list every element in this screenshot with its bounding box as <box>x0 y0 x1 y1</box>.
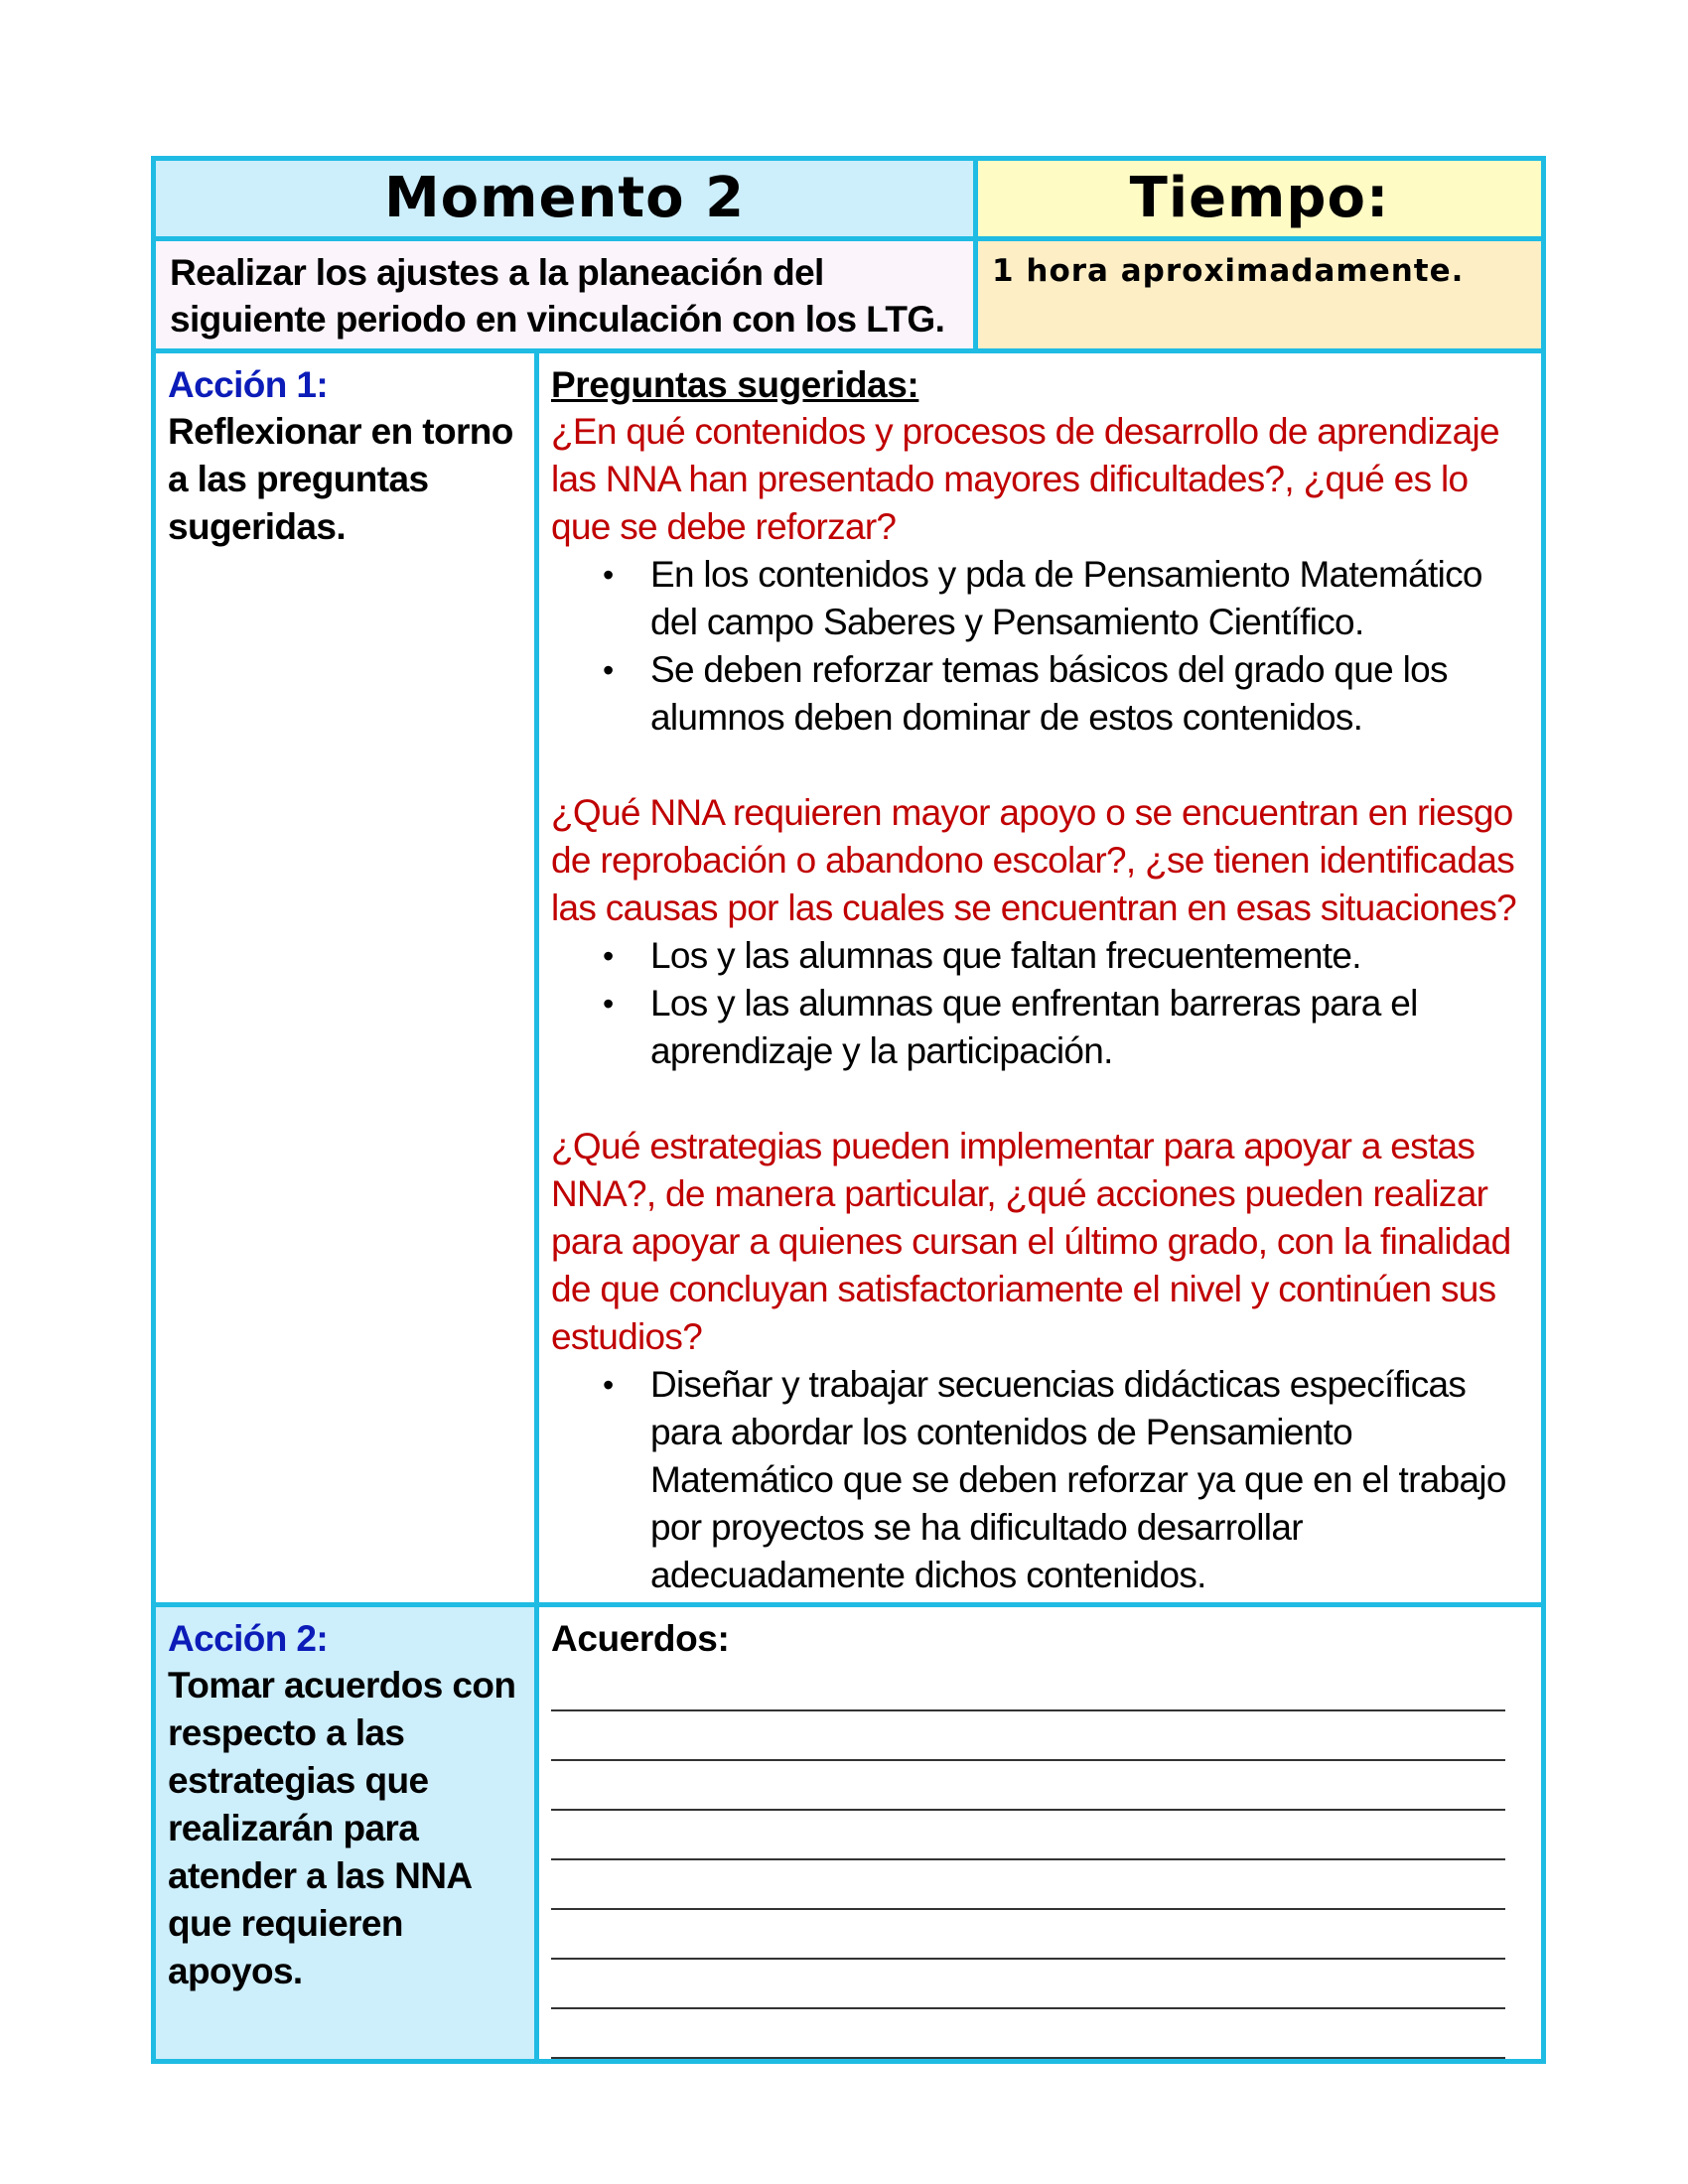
accion2-description: Tomar acuerdos con respecto a las estrategias que realizarán para atender a las NNA que requieren apoyos. <box>168 1665 516 1991</box>
question-1: ¿En qué contenidos y procesos de desarrollo de aprendizaje las NNA han presentado mayores dificultades?, ¿qué es lo que se debe reforzar? <box>551 411 1499 547</box>
writing-line <box>551 1761 1505 1811</box>
purpose-row <box>154 239 1544 351</box>
preguntas-heading: Preguntas sugeridas: <box>551 364 919 405</box>
writing-line <box>551 1860 1505 1910</box>
writing-line <box>551 1960 1505 2009</box>
answer-list-2 <box>551 932 1529 1075</box>
accion2-right-cell <box>537 1605 1544 2062</box>
list-item: • Diseñar y trabajar secuencias didácticas específicas para abordar los contenidos de Pensamiento Matemático que se deben reforzar ya que en el trabajo por proyectos se ha dificultado desarrollar adecuadamente dichos contenidos. <box>650 1361 1529 1599</box>
question-3: ¿Qué estrategias pueden implementar para apoyar a estas NNA?, de manera particular, ¿qué acciones pueden realizar para apoyar a quienes cursan el último grado, con la finalidad de que concluyan satisfactoriamente el nivel y continúen sus estudios? <box>551 1126 1511 1357</box>
writing-line <box>551 1910 1505 1960</box>
answer-list-3 <box>551 1361 1529 1599</box>
accion1-description: Reflexionar en torno a las preguntas sugeridas. <box>168 411 513 547</box>
purpose-cell <box>154 239 976 351</box>
accion2-left-cell <box>154 1605 537 2062</box>
acuerdos-heading: Acuerdos: <box>551 1618 730 1659</box>
spacer <box>551 1075 1529 1123</box>
answer-list-1 <box>551 551 1529 742</box>
accion1-row <box>154 351 1544 1605</box>
accion1-right-cell <box>537 351 1544 1605</box>
moment-header-cell <box>154 159 976 239</box>
list-item: • En los contenidos y pda de Pensamiento Matemático del campo Saberes y Pensamiento Científico. <box>650 551 1529 646</box>
accion1-left-cell <box>154 351 537 1605</box>
purpose-text: Realizar los ajustes a la planeación del siguiente periodo en vinculación con los LTG. <box>170 252 945 340</box>
writing-line <box>551 1662 1505 1711</box>
duration-cell <box>976 239 1544 351</box>
writing-line <box>551 2009 1505 2059</box>
list-item: • Se deben reforzar temas básicos del grado que los alumnos deben dominar de estos contenidos. <box>650 646 1529 742</box>
list-item: • Los y las alumnas que enfrentan barreras para el aprendizaje y la participación. <box>650 980 1529 1075</box>
accion1-title: Acción 1: <box>168 364 329 405</box>
accion2-row <box>154 1605 1544 2062</box>
list-item: • Los y las alumnas que faltan frecuentemente. <box>650 932 1529 980</box>
writing-line <box>551 1811 1505 1860</box>
moment-title: Momento 2 <box>383 166 746 230</box>
accion2-title: Acción 2: <box>168 1618 329 1659</box>
writing-line <box>551 1711 1505 1761</box>
duration-text: 1 hora aproximadamente. <box>992 253 1465 289</box>
spacer <box>551 742 1529 789</box>
header-row <box>154 159 1544 239</box>
question-2: ¿Qué NNA requieren mayor apoyo o se encuentran en riesgo de reprobación o abandono escolar?, ¿se tienen identificadas las causas por las cuales se encuentran en esas situaciones? <box>551 792 1516 928</box>
planning-table <box>151 156 1546 2064</box>
time-header-cell <box>976 159 1544 239</box>
time-title: Tiempo: <box>1129 166 1390 230</box>
